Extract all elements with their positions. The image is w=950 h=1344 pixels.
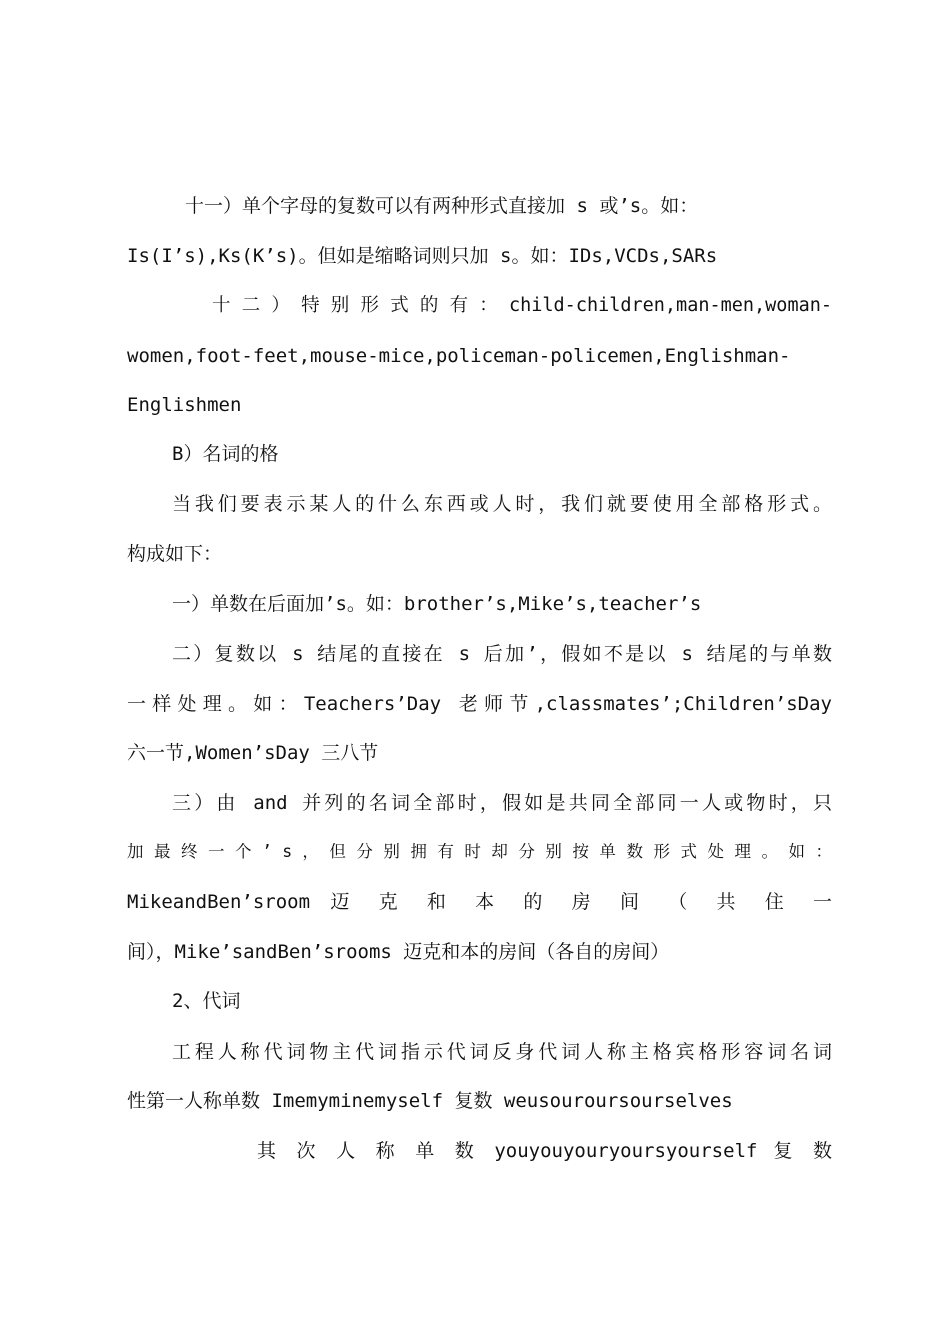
text-line: 当我们要表示某人的什么东西或人时，我们就要使用全部格形式。 [172, 493, 832, 515]
text-line: 性第一人称单数 Imemyminemyself 复数 weusouroursourselves [127, 1090, 733, 1112]
section-heading: B）名词的格 [172, 443, 279, 465]
text-line: 其 次 人 称 单 数 youyouyouryoursyourself 复 数 [257, 1140, 832, 1162]
text-line: 六一节,Women’sDay 三八节 [127, 742, 379, 764]
section-heading: 2、代词 [172, 990, 241, 1012]
text-line: Is(I’s),Ks(K’s)。但如是缩略词则只加 s。如：IDs,VCDs,SARs [127, 245, 718, 267]
text-line: 十一）单个字母的复数可以有两种形式直接加 s 或’s。如： [185, 195, 699, 217]
text-line: 十 二 ） 特 别 形 式 的 有 ： child-children,man-men,woman- [212, 295, 832, 316]
text-line: 一）单数在后面加’s。如：brother’s,Mike’s,teacher’s [172, 593, 702, 615]
text-line: 间），Mike’sandBen’srooms 迈克和本的房间（各自的房间） [127, 941, 670, 963]
text-line: 工程人称代词物主代词指示代词反身代词人称主格宾格形容词名词 [172, 1041, 832, 1063]
text-line: 一样处理。如：Teachers’Day 老师节,classmates’;Children’sDay [127, 693, 832, 715]
text-line: 加 最 终 一 个 ’ s ， 但 分 别 拥 有 时 却 分 别 按 单 数 形 式 处 理 。 如 ： [127, 842, 832, 861]
text-line: MikeandBen’sroom 迈 克 和 本 的 房 间 （ 共 住 一 [127, 891, 832, 913]
text-line: 三）由 and 并列的名词全部时，假如是共同全部同一人或物时，只 [172, 792, 832, 814]
text-line: 构成如下： [127, 543, 223, 565]
text-line: 二）复数以 s 结尾的直接在 s 后加’，假如不是以 s 结尾的与单数 [172, 643, 832, 665]
text-line: Englishmen [127, 394, 242, 416]
text-line: women,foot-feet,mouse-mice,policeman-policemen,Englishman- [127, 345, 791, 367]
